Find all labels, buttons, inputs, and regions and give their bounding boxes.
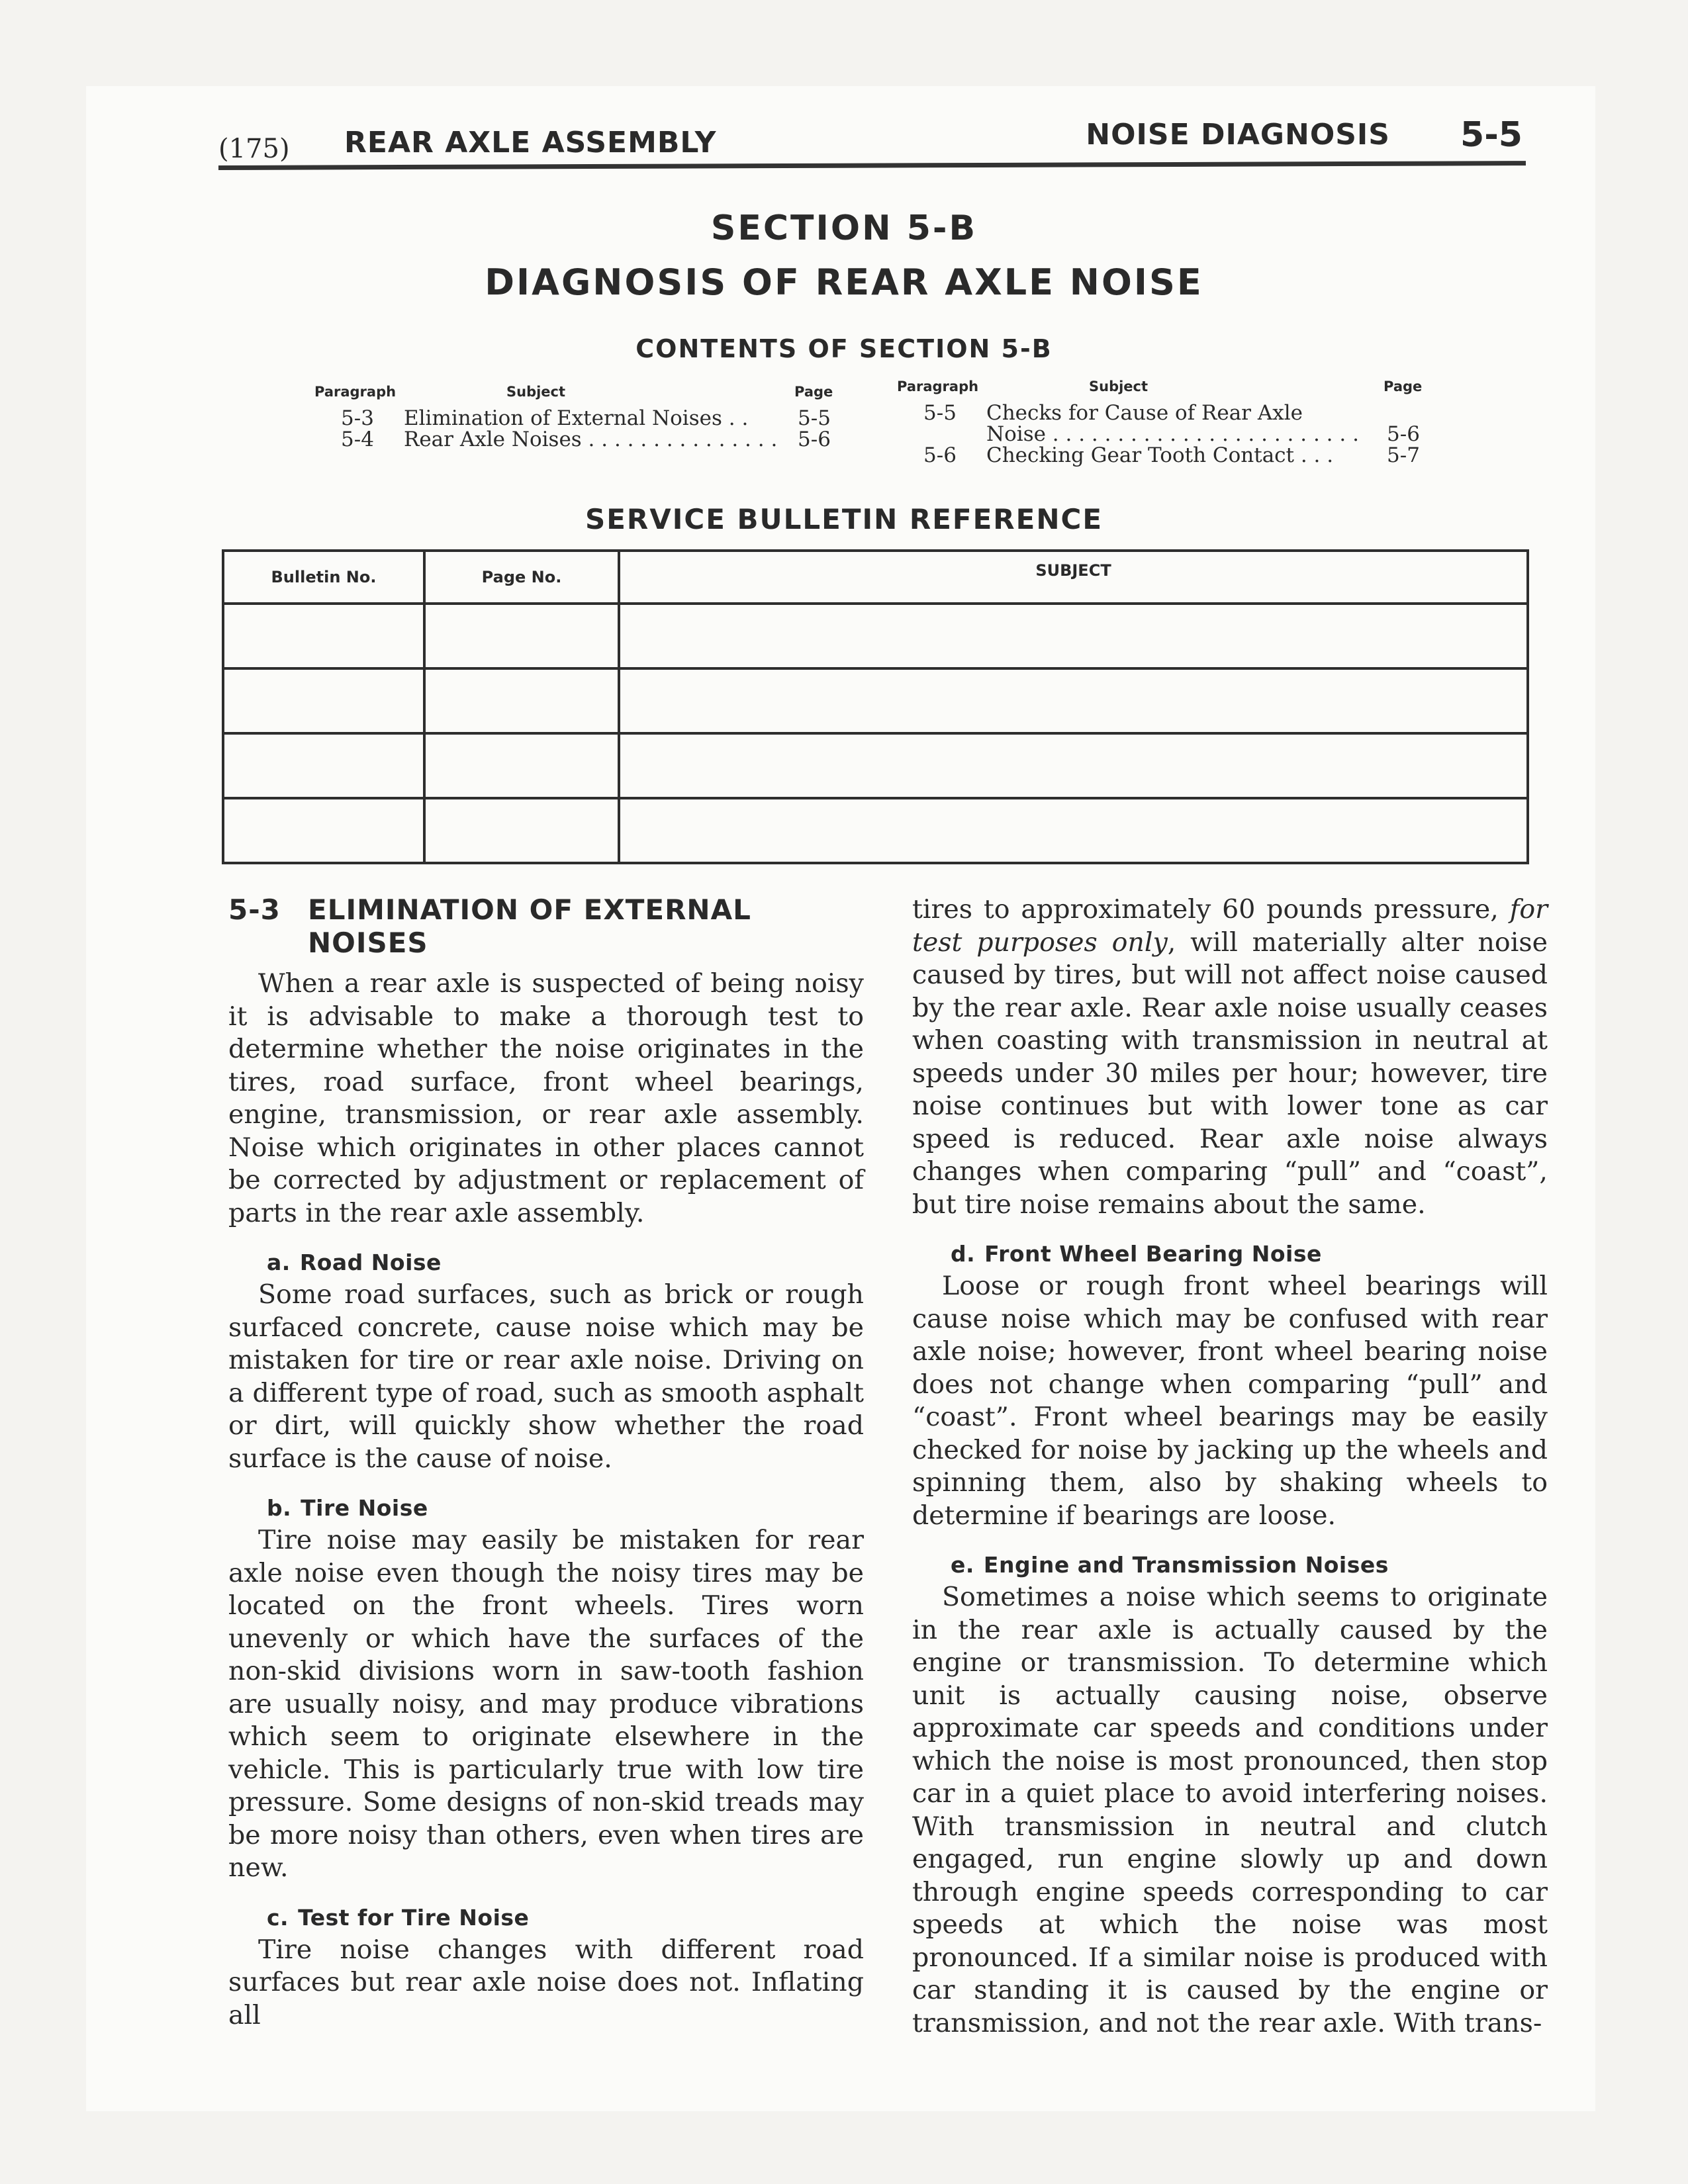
column-header-subject: SUBJECT (619, 551, 1528, 604)
text-run: , will materially alter noise caused by tires, but will not affect noise caused by the rear axle. Rear axle noise usually ceases when coasting with transmission in neutral at speeds under 30 miles per hour; however, tire noise continues but with lower tone as car speed is reduced. Rear axle noise always changes when comparing “pull” and “coast”, but tire noise remains about the same. (912, 927, 1548, 1220)
page-no-cell[interactable] (424, 798, 619, 863)
paragraph-tire-noise: Tire noise may easily be mistaken for rear axle noise even though the noisy tires may be located on the front wheels. Tires worn unevenly or which have the surfaces of the non-skid divisions worn in saw-tooth fashion are usually noisy, and may produce vibrations which seem to originate elsewhere in the vehicle. This is particularly true with low tire pressure. Some designs of non-skid treads may be more noisy than others, even when tires are new. (228, 1525, 864, 1883)
subject-cell[interactable] (619, 798, 1528, 863)
contents-paragraph: 5-3 (341, 406, 374, 430)
paragraph-test-tire-noise-continued (912, 893, 1548, 1221)
section-page-number: 5-5 (1460, 115, 1523, 155)
body-column-left (228, 893, 864, 2032)
section-title: SECTION 5-B (710, 208, 978, 248)
contents-paragraph: 5-5 (923, 401, 957, 425)
contents-subject: Elimination of External Noises . . (404, 406, 749, 430)
page-no-cell[interactable] (424, 668, 619, 733)
contents-right (897, 379, 1433, 471)
bulletin-no-cell[interactable] (223, 604, 424, 668)
subheading-title: Road Noise (299, 1250, 442, 1275)
subject-cell[interactable] (619, 733, 1528, 798)
contents-header-paragraph: Paragraph (314, 384, 397, 400)
contents-subject: Checking Gear Tooth Contact . . . (986, 443, 1334, 467)
subheading-label: e. (951, 1552, 974, 1578)
contents-header-paragraph: Paragraph (897, 379, 979, 394)
paragraph-road-noise: Some road surfaces, such as brick or rough surfaced concrete, cause noise which may be mistaken for tire or rear axle noise. Driving on a different type of road, such as smooth asphalt or dirt, will quickly show whether the road surface is the cause of noise. (228, 1279, 864, 1474)
table-row (223, 668, 1528, 733)
contents-title: CONTENTS OF SECTION 5-B (635, 334, 1053, 363)
table-row (223, 798, 1528, 863)
section-title-line: ELIMINATION OF EXTERNAL (308, 893, 751, 926)
contents-header-page: Page (794, 384, 833, 400)
subheading-title: Test for Tire Noise (298, 1904, 530, 1931)
subheading-front-wheel-bearing (951, 1240, 1548, 1269)
topic-title: NOISE DIAGNOSIS (1086, 118, 1390, 152)
section-heading-5-3 (228, 893, 864, 960)
table-header-row (223, 551, 1528, 604)
contents-page: 5-5 (798, 406, 831, 430)
table-row (223, 604, 1528, 668)
contents-header-subject: Subject (506, 384, 566, 400)
paragraph-engine-transmission: Sometimes a noise which seems to originate in the rear axle is actually caused by the engine or transmission. To determine which unit is actually causing noise, observe approximate car speeds and conditions under which the noise is most pronounced, then stop car in a quiet place to avoid interfering noises. With transmission in neutral and clutch engaged, run engine slowly up and down through engine speeds corresponding to car speeds at which the noise was most pronounced. If a similar noise is produced with car standing it is caused by the engine or transmission, and not the rear axle. With trans- (912, 1582, 1548, 2038)
contents-page: 5-7 (1387, 443, 1420, 467)
bulletin-no-cell[interactable] (223, 798, 424, 863)
page-no-cell[interactable] (424, 733, 619, 798)
italic-emphasis: for test purposes only (912, 894, 1548, 958)
service-bulletin-table (222, 549, 1529, 864)
section-title-line: NOISES (308, 927, 428, 959)
subheading-title: Engine and Transmission Noises (983, 1552, 1389, 1578)
paragraph-front-wheel-bearing: Loose or rough front wheel bearings will cause noise which may be confused with rear axle noise; however, front wheel bearing noise does not change when comparing “pull” and “coast”. Front wheel bearings may be easily checked for noise by jacking up the wheels and spinning them, also by shaking wheels to determine if bearings are loose. (912, 1271, 1548, 1531)
contents-paragraph: 5-6 (923, 443, 957, 467)
subheading-test-tire-noise (267, 1903, 864, 1933)
service-bulletin-title: SERVICE BULLETIN REFERENCE (585, 503, 1103, 535)
column-header-bulletin-no: Bulletin No. (223, 551, 424, 604)
subheading-label: b. (267, 1495, 292, 1521)
table-row (223, 733, 1528, 798)
bulletin-no-cell[interactable] (223, 668, 424, 733)
subheading-label: a. (267, 1250, 291, 1275)
subheading-label: c. (267, 1904, 289, 1931)
contents-left (314, 384, 831, 463)
paragraph-test-tire-noise: Tire noise changes with different road surfaces but rear axle noise does not. Inflating all (228, 1934, 864, 2030)
contents-header-subject: Subject (1089, 379, 1149, 394)
subject-cell[interactable] (619, 668, 1528, 733)
contents-paragraph: 5-4 (341, 428, 374, 451)
subheading-label: d. (951, 1241, 976, 1267)
contents-page: 5-6 (798, 428, 831, 451)
subheading-engine-transmission (951, 1551, 1548, 1580)
paragraph-intro: When a rear axle is suspected of being noisy it is advisable to make a thorough test to determine whether the noise originates in the tires, road surface, front wheel bearings, engine, transmission, or rear axle assembly. Noise which originates in other places cannot be corrected by adjustment or replacement of parts in the rear axle assembly. (228, 968, 864, 1228)
bulletin-no-cell[interactable] (223, 733, 424, 798)
body-column-right (912, 893, 1548, 2040)
subheading-tire-noise (267, 1494, 864, 1523)
column-header-page-no: Page No. (424, 551, 619, 604)
subheading-title: Tire Noise (301, 1495, 428, 1521)
contents-page: 5-6 (1387, 422, 1420, 446)
contents-subject: Checks for Cause of Rear Axle (986, 401, 1303, 425)
page-no-cell[interactable] (424, 604, 619, 668)
diagnosis-title: DIAGNOSIS OF REAR AXLE NOISE (485, 261, 1203, 303)
subheading-road-noise (267, 1248, 864, 1277)
running-header (218, 115, 1523, 165)
section-number: 5-3 (228, 893, 281, 926)
subject-cell[interactable] (619, 604, 1528, 668)
contents-header-page: Page (1383, 379, 1423, 394)
subheading-title: Front Wheel Bearing Noise (984, 1241, 1322, 1267)
text-run: tires to approximately 60 pounds pressure, (912, 894, 1510, 925)
page-number: (175) (218, 134, 290, 164)
contents-subject: Rear Axle Noises . . . . . . . . . . . . . . . (404, 428, 778, 451)
contents-subject: Noise . . . . . . . . . . . . . . . . . . . . . . . . (986, 422, 1359, 446)
chapter-title: REAR AXLE ASSEMBLY (344, 126, 717, 159)
